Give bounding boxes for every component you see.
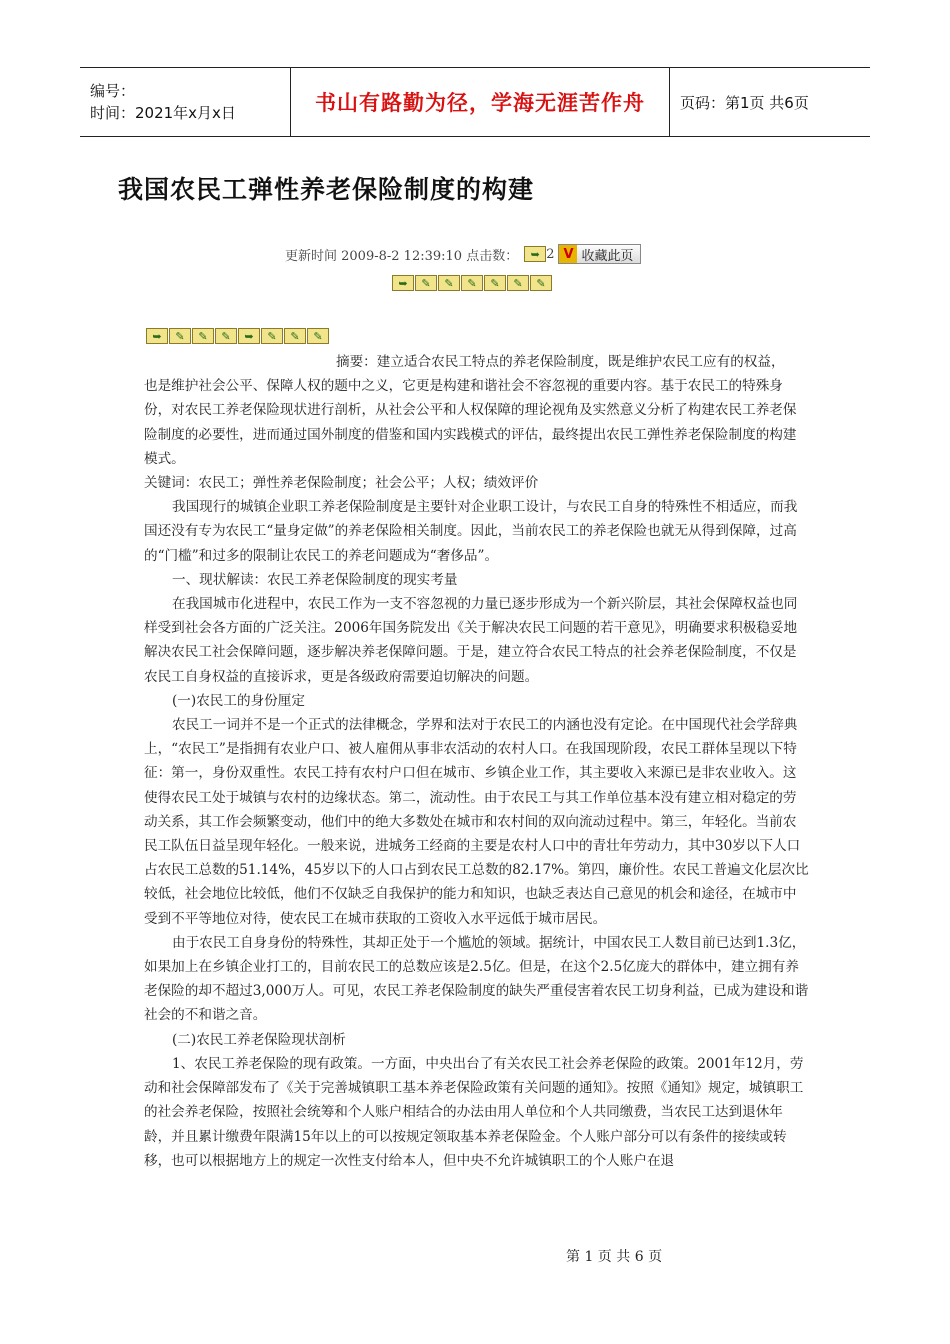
paragraph: 由于农民工自身身份的特殊性，其却正处于一个尴尬的领域。据统计，中国农民工人数目前已达到1.3亿，如果加上在乡镇企业打工的，目前农民工的总数应该是2.5亿。但是，在这个2.5亿庞大的群体中，建立拥有养老保险的却不超过3,000万人。可见，农民工养老保险制度的缺失严重侵害着农民工切身利益，已成为建设和谐社会的不和谐之音。 [144, 934, 809, 1024]
document-header [80, 67, 870, 137]
favorite-button[interactable] [558, 244, 640, 264]
page-footer: 第 1 页 共 6 页 [566, 1249, 663, 1265]
abstract-text: 也是维护社会公平、保障人权的题中之义，它更是构建和谐社会不容忽视的重要内容。基于农民工的特殊身份，对农民工养老保险现状进行剖析，从社会公平和人权保障的理论视角及实然意义分析了构建农民工养老保险制度的必要性，进而通过国外制度的借鉴和国内实践模式的评估，最终提出农民工弹性养老保险制度的构建模式。 [144, 378, 797, 467]
pen-icon: ✎ [530, 275, 552, 291]
pen-icon: ✎ [461, 275, 483, 291]
leaf-icon: ➥ [146, 328, 168, 344]
favorite-label: 收藏此页 [581, 248, 634, 264]
paragraph: 农民工一词并不是一个正式的法律概念，学界和法对于农民工的内涵也没有定论。在中国现代社会学辞典上，“农民工”是指拥有农业户口、被人雇佣从事非农活动的农村人口。在我国现阶段，农民工群体呈现以下特征：第一，身份双重性。农民工持有农村户口但在城市、乡镇企业工作，其主要收入来源已是非农业收入。这使得农民工处于城镇与农村的边缘状态。第二，流动性。由于农民工与其工作单位基本没有建立相对稳定的劳动关系，其工作会频繁变动，他们中的绝大多数处在城市和农村间的双向流动过程中。第三，年轻化。当前农民工队伍日益呈现年轻化。一般来说，进城务工经商的主要是农村人口中的青壮年劳动力，其中30岁以下人口占农民工总数的51.14%，45岁以下的人口占到农民工总数的82.17%。第四，廉价性。农民工普遍文化层次比较低，社会地位比较低，他们不仅缺乏自我保护的能力和知识，也缺乏表达自己意见的机会和途径，在城市中受到不平等地位对待，使农民工在城市获取的工资收入水平远低于城市居民。 [144, 717, 809, 927]
pen-icon: ✎ [284, 328, 306, 344]
subsection-heading: (二)农民工养老保险现状剖析 [172, 1031, 346, 1048]
paragraph: 1、农民工养老保险的现有政策。一方面，中央出台了有关农民工社会养老保险的政策。2001年12月，劳动和社会保障部发布了《关于完善城镇职工基本养老保险政策有关问题的通知》。按照《通知》规定，城镇职工的社会养老保险，按照社会统筹和个人账户相结合的办法由用人单位和个人共同缴费，当农民工达到退休年龄，并且累计缴费年限满15年以上的可以按规定领取基本养老保险金。个人账户部分可以有条件的接续或转移，也可以根据地方上的规定一次性支付给本人，但中央不允许城镇职工的个人账户在退 [144, 1055, 804, 1169]
pen-icon: ✎ [438, 275, 460, 291]
pen-icon: ✎ [261, 328, 283, 344]
header-info [80, 68, 290, 136]
intro-paragraph: 我国现行的城镇企业职工养老保险制度是主要针对企业职工设计，与农民工自身的特殊性不相适应，而我国还没有专为农民工“量身定做”的养老保险相关制度。因此，当前农民工的养老保险也就无从得到保障，过高的“门槛”和过多的限制让农民工的养老问题成为“奢侈品”。 [144, 499, 798, 564]
keywords: 关键词：农民工；弹性养老保险制度；社会公平；人权；绩效评价 [144, 475, 539, 492]
paragraph: 在我国城市化进程中，农民工作为一支不容忽视的力量已逐步形成为一个新兴阶层，其社会保障权益也同样受到社会各方面的广泛关注。2006年国务院发出《关于解决农民工问题的若干意见》，明确要求积极稳妥地解决农民工社会保障问题，逐步解决养老保障问题。于是，建立符合农民工特点的社会养老保险制度，不仅是农民工自身权益的直接诉求，更是各级政府需要迫切解决的问题。 [144, 596, 798, 685]
pen-icon: ✎ [307, 328, 329, 344]
pen-icon: ✎ [215, 328, 237, 344]
pen-icon: ✎ [415, 275, 437, 291]
number-label: 编号： [90, 82, 136, 100]
pen-icon: ✎ [507, 275, 529, 291]
v-badge-icon: V [559, 245, 577, 263]
rating-icon-row [392, 275, 553, 291]
subsection-heading: (一)农民工的身份厘定 [172, 692, 305, 709]
pen-icon: ✎ [192, 328, 214, 344]
abstract-heading-line: 摘要：建立适合农民工特点的养老保险制度，既是维护农民工应有的权益， [336, 354, 785, 370]
pen-icon: ✎ [169, 328, 191, 344]
leaf-icon: ➥ [238, 328, 260, 344]
section-heading: 一、现状解读：农民工养老保险制度的现实考量 [172, 571, 458, 588]
leaf-icon: ➥ [524, 246, 546, 262]
header-motto-cell [290, 68, 670, 136]
article-body [144, 350, 810, 1173]
article-meta [285, 244, 641, 264]
date-label: 时间：2021年x月x日 [90, 104, 236, 122]
score-icon-row [146, 328, 330, 344]
pen-icon: ✎ [484, 275, 506, 291]
motto: 书山有路勤为径，学海无涯苦作舟 [315, 91, 645, 115]
leaf-icon: ➥ [392, 275, 414, 291]
page-indicator: 页码：第1页 共6页 [680, 93, 809, 112]
update-time: 更新时间 2009-8-2 12:39:10 点击数： [285, 248, 519, 264]
article-title: 我国农民工弹性养老保险制度的构建 [118, 175, 535, 204]
click-count: 2 [546, 246, 555, 262]
